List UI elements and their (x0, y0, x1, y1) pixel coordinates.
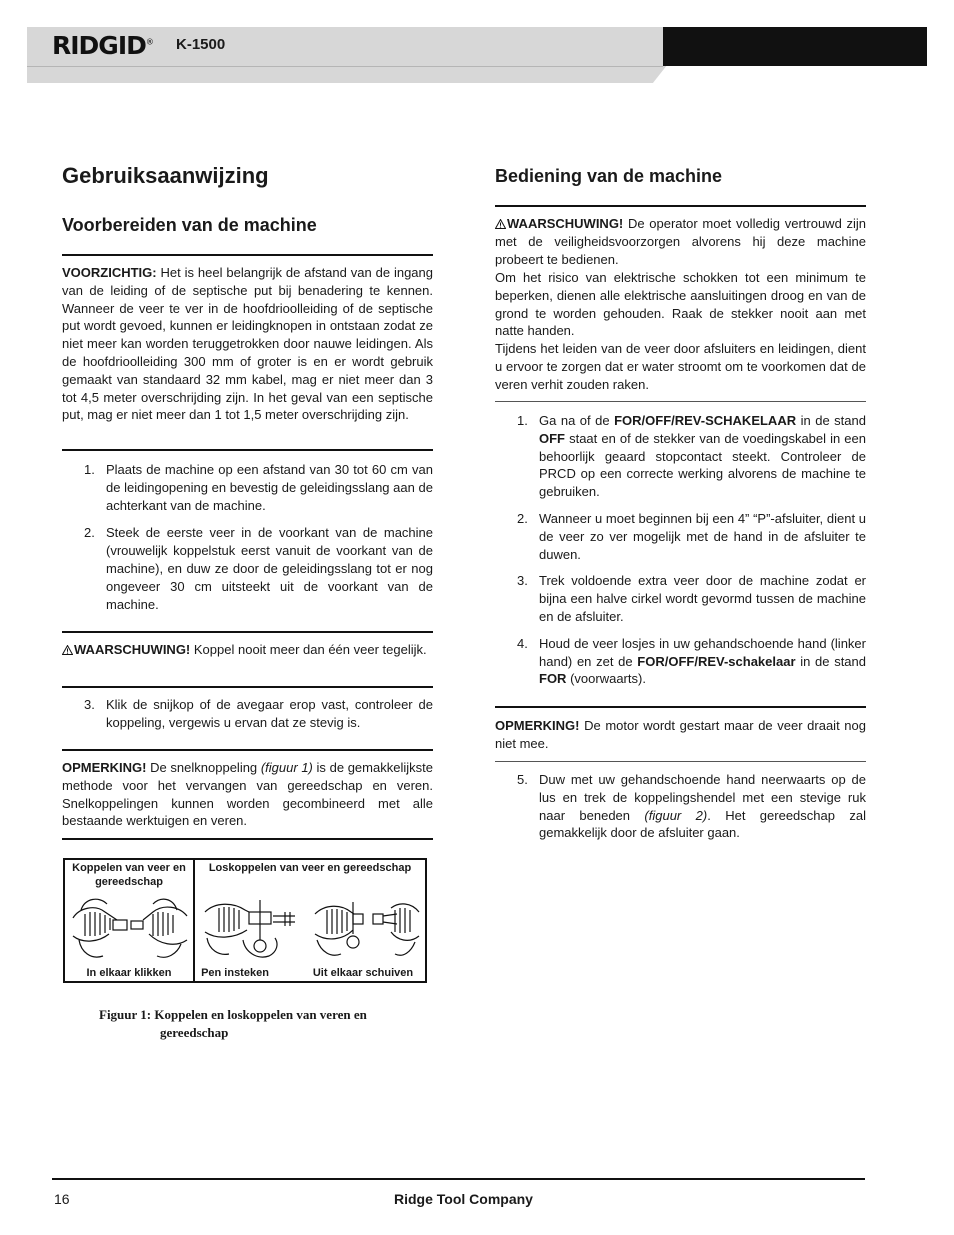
note-label: OPMERKING! (495, 718, 580, 733)
divider (495, 401, 866, 402)
figure-reference: (figuur 2) (644, 807, 708, 823)
switch-name: FOR/OFF/REV-SCHAKELAAR (614, 413, 797, 428)
step-text: Duw met uw gehandschoende hand neerwaarts op de lus en trek de koppelingshendel met een stevige ruk naar beneden (539, 772, 866, 823)
click-together-illustration (69, 890, 191, 966)
divider (62, 749, 433, 751)
list-item (495, 635, 866, 688)
page-number: 16 (54, 1191, 70, 1207)
caption-line: gereedschap (160, 1025, 229, 1040)
note-paragraph (62, 759, 433, 830)
caption-line: Figuur 1: Koppelen en loskoppelen van veren en (99, 1007, 367, 1022)
divider (495, 706, 866, 708)
note-label: OPMERKING! (62, 760, 147, 775)
figure-divider (193, 860, 195, 981)
figure-col1-title: Koppelen van veer en gereedschap (72, 862, 186, 888)
caution-paragraph (62, 264, 433, 424)
divider (62, 838, 433, 840)
step-text: Steek de eerste veer in de voorkant van de machine (vrouwelijk koppelstuk eerst vanuit de voorkant van de machine), en duw ze door de geleidingsslang tot er nog ongeveer 30 cm uitsteekt uit de voorkant van de machine. (106, 525, 433, 612)
switch-position: OFF (539, 430, 565, 446)
warning-text: De operator moet volledig vertrouwd zijn met de veiligheidsvoorzorgen alvorens hij deze machine probeert te bedienen. (495, 216, 866, 267)
step-number: 3. (84, 697, 95, 712)
footer-divider (52, 1178, 865, 1180)
model-name: K-1500 (176, 36, 226, 53)
divider (495, 761, 866, 762)
caution-label: VOORZICHTIG: (62, 265, 157, 280)
warning-label: WAARSCHUWING! (74, 642, 191, 657)
step-text: in de stand (800, 653, 866, 669)
paragraph: Tijdens het leiden van de veer door afsluiters en leidingen, dient u ervoor te zorgen dat er water stroomt om te voorkomen dat de veren verhit zouden raken. (495, 341, 866, 392)
list-item (495, 510, 866, 563)
steps-list-operation (495, 412, 866, 697)
header-black-band (663, 27, 927, 66)
switch-name: FOR/OFF/REV-schakelaar (637, 653, 796, 669)
step-text: Plaats de machine op een afstand van 30 tot 60 cm van de leidingopening en bevestig de geleidingsslang aan de achterkant van de machine. (106, 462, 433, 513)
divider (62, 631, 433, 633)
step-number: 5. (517, 772, 528, 787)
step-text: Ga na of de (539, 413, 610, 428)
note-text: De snelknoppeling (150, 760, 258, 775)
figure-col2-title: Loskoppelen van veer en gereedschap (208, 862, 412, 874)
step-text: Wanneer u moet beginnen bij een 4” “P”-afsluiter, dient u de veer zo ver mogelijk met de hand in de afsluiter te duwen. (539, 510, 866, 562)
header-divider (27, 66, 663, 67)
warning-label: WAARSCHUWING! (507, 216, 624, 231)
steps-list-operation-b (495, 771, 866, 851)
step-text: . Het gereedschap zal gemakkelijk door de afsluiter gaan. (539, 807, 866, 841)
note-text: is de gemakkelijkste methode voor het vervangen van gereedschap en veren. Snelkoppelingen kunnen worden gecombineerd met alle bestaande werktuigen en veren. (62, 760, 433, 829)
list-item (495, 572, 866, 625)
section-title-operation: Bediening van de machine (495, 166, 723, 186)
list-item (62, 524, 433, 613)
list-item (495, 412, 866, 501)
step-number: 3. (517, 573, 528, 589)
step-text: staat en of de stekker van de voedingskabel in een behoorlijk geaard stopcontact steekt. Controleer de PRCD op een correcte werking alvorens de machine te gebruiken. (539, 430, 866, 500)
section-title-prepare: Voorbereiden van de machine (62, 215, 317, 235)
company-name: Ridge Tool Company (394, 1191, 533, 1207)
figure-1 (63, 858, 427, 983)
step-text: Klik de snijkop of de avegaar erop vast, controleer de koppeling, vergewis u ervan dat ze stevig is. (106, 697, 433, 730)
warning-triangle-icon (62, 645, 73, 655)
list-item (495, 771, 866, 842)
divider (62, 449, 433, 451)
switch-position: FOR (539, 671, 567, 687)
paragraph: Om het risico van elektrische schokken tot een minimum te beperken, dienen alle elektrische aansluitingen droog en van de grond te worden gehouden. Raak de stekker nooit aan met natte handen. (495, 270, 866, 339)
caution-text: Het is heel belangrijk de afstand van de ingang van de leiding of de septische put bij benadering te kennen. Wanneer de veer te ver in de hoofdrioolleiding of de septische put wordt gevoed, kunnen er leidingknopen in ontstaan zodat ze niet meer kan worden teruggetrokken door nauwe leidingen. Als de hoofdrioolleiding 300 mm of groter is en er wordt gebruik gemaakt van standaard 32 mm kabel, mag er niet meer dan 3 tot 4,5 meter overschrijding zijn. In het geval van een septische put, mag er niet meer dan 1 tot 1,5 meter overschrijding zijn. (62, 265, 433, 423)
step-text: Houd de veer losjes in uw gehandschoende hand (linker hand) en zet de (539, 635, 866, 669)
step-text: Trek voldoende extra veer door de machine zodat er bijna een halve cirkel wordt gevormd tussen de machine en de afsluiter. (539, 573, 866, 624)
step-number: 1. (517, 413, 528, 428)
divider (495, 205, 866, 207)
slide-apart-illustration (311, 890, 423, 966)
step-number: 2. (517, 510, 528, 526)
warning-paragraph (495, 215, 866, 268)
divider (62, 254, 433, 256)
page-title: Gebruiksaanwijzing (62, 163, 269, 188)
step-number: 2. (84, 525, 95, 541)
note-text: De motor wordt gestart maar de veer draait nog niet mee. (495, 718, 866, 751)
step-number: 4. (517, 635, 528, 651)
list-item (62, 461, 433, 514)
warning-paragraph (62, 641, 433, 659)
step-number: 1. (84, 462, 95, 477)
divider (62, 686, 433, 688)
insert-pin-illustration (199, 890, 309, 966)
ridgid-logo: RIDGID® (52, 31, 153, 60)
step-text: in de stand (800, 413, 866, 428)
warning-triangle-icon (495, 219, 506, 229)
figure-reference: (figuur 1) (260, 760, 313, 775)
figure-label-slide: Uit elkaar schuiven (312, 967, 414, 979)
figure-label-pin: Pen insteken (201, 967, 269, 979)
figure-caption (99, 1006, 409, 1042)
note-paragraph (495, 717, 866, 753)
figure-label-click: In elkaar klikken (86, 967, 172, 979)
steps-list-a (62, 461, 433, 622)
steps-list-b (62, 696, 433, 741)
list-item (62, 696, 433, 732)
step-text: (voorwaarts). (570, 671, 646, 687)
warning-text: Koppel nooit meer dan één veer tegelijk. (193, 642, 427, 657)
